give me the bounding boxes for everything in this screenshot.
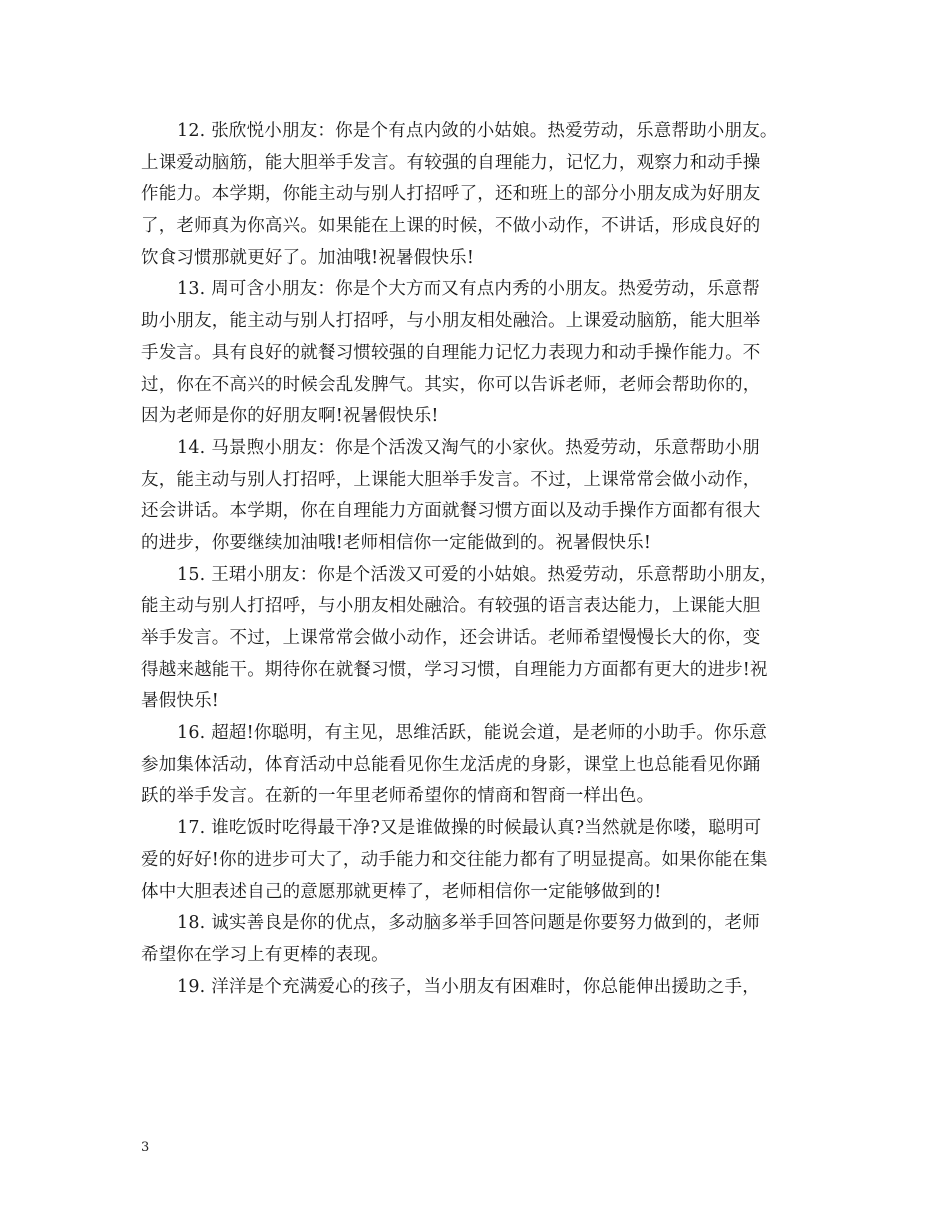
paragraph-first-line: 18. 诚实善良是你的优点，多动脑多举手回答问题是你要努力做到的，老师 — [177, 913, 760, 934]
paragraph-line: 爱的好好!你的进步可大了，动手能力和交往能力都有了明显提高。如果你能在集 — [141, 849, 768, 870]
paragraph-line: 友，能主动与别人打招呼，上课能大胆举手发言。不过，上课常常会做小动作， — [141, 469, 761, 490]
paragraph-first-line: 14. 马景煦小朋友：你是个活泼又淘气的小家伙。热爱劳动，乐意帮助小朋 — [177, 437, 760, 458]
paragraph-line: 饮食习惯那就更好了。加油哦!祝暑假快乐! — [141, 247, 475, 268]
document-body — [141, 116, 821, 1003]
paragraph-first-line: 19. 洋洋是个充满爱心的孩子，当小朋友有困难时，你总能伸出援助之手， — [177, 976, 760, 997]
paragraph-line: 跃的举手发言。在新的一年里老师希望你的情商和智商一样出色。 — [141, 786, 655, 807]
paragraph-line: 作能力。本学期，你能主动与别人打招呼了，还和班上的部分小朋友成为好朋友 — [141, 184, 761, 205]
paragraph-line: 暑假快乐! — [141, 691, 220, 712]
paragraph-first-line: 13. 周可含小朋友：你是个大方而又有点内秀的小朋友。热爱劳动，乐意帮 — [177, 279, 760, 300]
paragraph-line: 助小朋友，能主动与别人打招呼，与小朋友相处融洽。上课爱动脑筋，能大胆举 — [141, 311, 761, 332]
paragraph-line: 的进步，你要继续加油哦!老师相信你一定能做到的。祝暑假快乐! — [141, 532, 652, 553]
paragraph-line: 举手发言。不过，上课常常会做小动作，还会讲话。老师希望慢慢长大的你，变 — [141, 628, 761, 648]
paragraph-line: 因为老师是你的好朋友啊!祝暑假快乐! — [141, 406, 439, 427]
paragraph-line: 得越来越能干。期待你在就餐习惯，学习习惯，自理能力方面都有更大的进步!祝 — [141, 659, 768, 680]
paragraph-first-line: 16. 超超!你聪明，有主见，思维活跃，能说会道，是老师的小助手。你乐意 — [177, 723, 768, 744]
paragraph-first-line: 12. 张欣悦小朋友：你是个有点内敛的小姑娘。热爱劳动，乐意帮助小朋友。 — [177, 121, 778, 141]
paragraph-line: 上课爱动脑筋，能大胆举手发言。有较强的自理能力，记忆力，观察力和动手操 — [141, 152, 761, 173]
paragraph-line: 手发言。具有良好的就餐习惯较强的自理能力记忆力表现力和动手操作能力。不 — [141, 342, 761, 363]
page-number: 3 — [141, 1140, 150, 1155]
paragraph-first-line: 15. 王珺小朋友：你是个活泼又可爱的小姑娘。热爱劳动，乐意帮助小朋友， — [177, 564, 778, 585]
paragraph-line: 能主动与别人打招呼，与小朋友相处融洽。有较强的语言表达能力，上课能大胆 — [141, 596, 761, 617]
paragraph-line: 还会讲话。本学期，你在自理能力方面就餐习惯方面以及动手操作方面都有很大 — [141, 501, 761, 522]
paragraph-line: 过，你在不高兴的时候会乱发脾气。其实，你可以告诉老师，老师会帮助你的， — [141, 374, 761, 395]
paragraph-line: 希望你在学习上有更棒的表现。 — [141, 944, 389, 965]
paragraph-line: 参加集体活动，体育活动中总能看见你生龙活虎的身影，课堂上也总能看见你踊 — [141, 754, 761, 775]
paragraph-first-line: 17. 谁吃饭时吃得最干净?又是谁做操的时候最认真?当然就是你喽，聪明可 — [177, 818, 762, 839]
paragraph-line: 体中大胆表述自己的意愿那就更棒了，老师相信你一定能够做到的! — [141, 881, 662, 902]
paragraph-line: 了，老师真为你高兴。如果能在上课的时候，不做小动作，不讲话，形成良好的 — [141, 216, 761, 237]
